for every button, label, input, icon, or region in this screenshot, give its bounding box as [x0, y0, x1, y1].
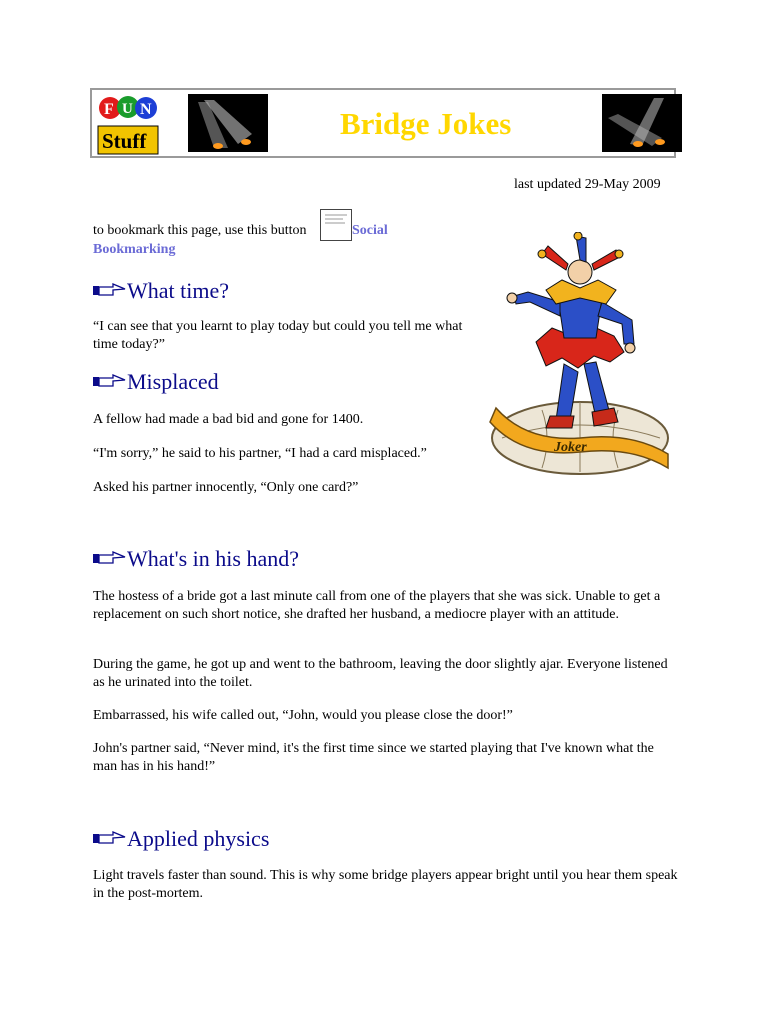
hand-para-1: The hostess of a bride got a last minute call from one of the players that she was sick. Unable to get a replacement on such short notice, she drafted her husband, a mediocre player with an attitude. — [93, 589, 661, 622]
what-time-text: “I can see that you learnt to play today but could you tell me what time today?” — [93, 319, 463, 352]
heading-applied-physics: Applied physics — [93, 826, 269, 852]
social-bookmarking-link[interactable]: Social Bookmarking — [93, 223, 388, 257]
misplaced-para-3: Asked his partner innocently, “Only one card?” — [93, 480, 359, 495]
joker-ribbon-text: Joker — [554, 440, 587, 455]
bookmark-button[interactable] — [320, 209, 352, 241]
pointing-hand-icon — [93, 374, 127, 388]
svg-text:Stuff: Stuff — [102, 129, 147, 153]
heading-whats-in-his-hand: What's in his hand? — [93, 546, 299, 572]
physics-text: Light travels faster than sound. This is why some bridge players appear bright until you hear them speak in the post-mortem. — [93, 868, 678, 901]
logo-u: U — [122, 101, 133, 117]
logo-n: N — [140, 101, 152, 118]
bookmark-text: to bookmark this page, use this button — [93, 223, 307, 238]
hand-para-3: Embarrassed, his wife called out, “John, would you please close the door!” — [93, 708, 513, 723]
last-updated: last updated 29-May 2009 — [514, 177, 661, 192]
page-title: Bridge Jokes — [340, 106, 512, 141]
hand-para-2: During the game, he got up and went to the bathroom, leaving the door slightly ajar. Everyone listened as he urinated into the toilet. — [93, 657, 668, 690]
pointing-hand-icon — [93, 551, 127, 565]
fun-stuff-logo — [96, 92, 160, 156]
hand-para-4: John's partner said, “Never mind, it's the first time since we started playing that I've known what the man has in his hand!” — [93, 741, 654, 774]
pointing-hand-icon — [93, 283, 127, 297]
joker-illustration — [482, 232, 676, 480]
misplaced-para-2: “I'm sorry,” he said to his partner, “I had a card misplaced.” — [93, 446, 427, 461]
logo-f: F — [104, 101, 114, 118]
pointing-hand-icon — [93, 831, 127, 845]
heading-misplaced: Misplaced — [93, 369, 219, 395]
heading-what-time: What time? — [93, 278, 229, 304]
spotlight-image-right — [602, 94, 682, 152]
spotlight-image-left — [188, 94, 268, 152]
misplaced-para-1: A fellow had made a bad bid and gone for 1400. — [93, 412, 364, 427]
header-banner — [90, 88, 676, 158]
bookmark-line — [93, 209, 453, 258]
